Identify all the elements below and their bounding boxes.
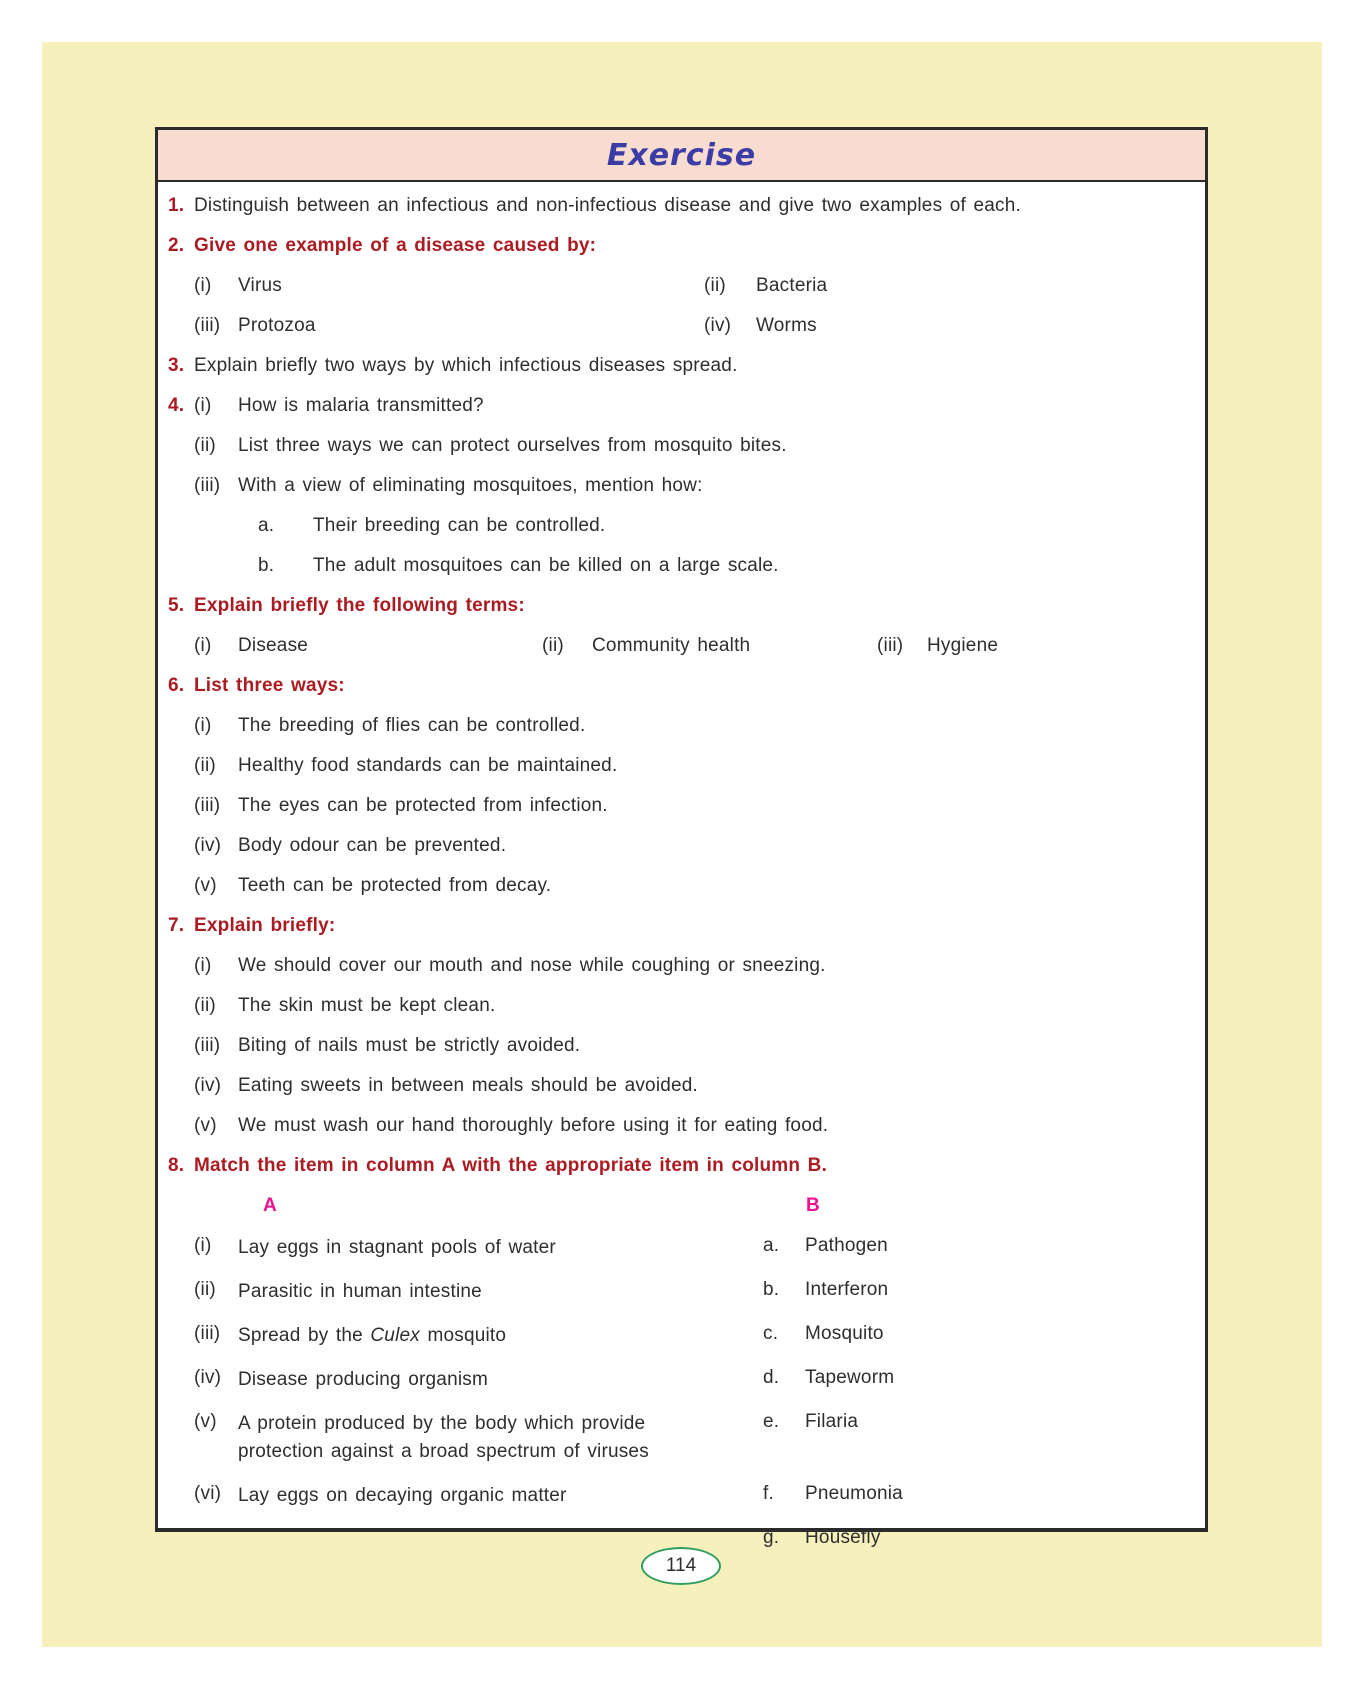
item-marker: (i) <box>194 635 212 656</box>
question-number: 8. <box>168 1155 185 1176</box>
question-6 <box>158 674 1187 698</box>
item-marker: (i) <box>194 1235 212 1256</box>
item-text: We must wash our hand thoroughly before using it for eating food. <box>238 1115 829 1136</box>
question-text: List three ways: <box>194 675 345 696</box>
question-5-items <box>158 634 1187 658</box>
question-number: 7. <box>168 915 185 936</box>
question-5 <box>158 594 1187 618</box>
match-b-text: Pathogen <box>805 1235 888 1256</box>
item-marker: (ii) <box>194 435 216 456</box>
question-number: 3. <box>168 355 185 376</box>
item-text: The skin must be kept clean. <box>238 995 496 1016</box>
item-text: Teeth can be protected from decay. <box>238 875 552 896</box>
column-b-label: B <box>806 1195 820 1216</box>
item-marker: (ii) <box>194 755 216 776</box>
match-b-text: Mosquito <box>805 1323 884 1344</box>
question-7-item <box>158 1034 1187 1058</box>
match-a-text-italic: Culex <box>370 1325 420 1346</box>
item-text: Worms <box>756 315 817 336</box>
item-marker: (ii) <box>542 635 564 656</box>
item-text: Biting of nails must be strictly avoided. <box>238 1035 581 1056</box>
item-text: Their breeding can be controlled. <box>313 515 606 536</box>
item-marker <box>194 1526 238 1550</box>
item-marker: (iii) <box>194 315 221 336</box>
question-8 <box>158 1154 1187 1178</box>
question-2 <box>158 234 1187 258</box>
question-7-item <box>158 954 1187 978</box>
match-letter: a. <box>763 1235 780 1256</box>
item-text: Healthy food standards can be maintained. <box>238 755 618 776</box>
match-row <box>158 1366 1187 1394</box>
match-letter: e. <box>763 1411 780 1432</box>
question-7-item <box>158 1114 1187 1138</box>
item-marker: (iv) <box>194 835 222 856</box>
question-text: Distinguish between an infectious and non-infectious disease and give two examples of each. <box>194 195 1021 216</box>
item-text: Body odour can be prevented. <box>238 835 507 856</box>
match-row <box>158 1322 1187 1350</box>
item-text: Virus <box>238 275 282 296</box>
item-marker: (v) <box>194 875 217 896</box>
item-marker: (ii) <box>194 995 216 1016</box>
item-text: With a view of eliminating mosquitoes, mention how: <box>238 475 703 496</box>
item-marker: (ii) <box>194 1279 216 1300</box>
item-marker: (iii) <box>877 635 904 656</box>
question-text: Match the item in column A with the appropriate item in column B. <box>194 1155 828 1176</box>
item-marker: a. <box>258 515 275 536</box>
question-text: Explain briefly two ways by which infectious diseases spread. <box>194 355 738 376</box>
question-6-item <box>158 714 1187 738</box>
question-7 <box>158 914 1187 938</box>
item-marker: (i) <box>194 275 212 296</box>
match-a-text <box>238 1322 678 1350</box>
question-text: Explain briefly: <box>194 915 336 936</box>
question-1 <box>158 194 1187 218</box>
question-text: Give one example of a disease caused by: <box>194 235 597 256</box>
item-text: How is malaria transmitted? <box>238 395 484 416</box>
item-text: Disease <box>238 635 309 656</box>
question-6-item <box>158 794 1187 818</box>
question-number: 6. <box>168 675 185 696</box>
item-marker: (v) <box>194 1115 217 1136</box>
match-b-text: Tapeworm <box>805 1367 895 1388</box>
match-a-text: Parasitic in human intestine <box>238 1281 482 1302</box>
item-marker: (iv) <box>194 1075 222 1096</box>
question-4-item-iii-a <box>158 514 1187 538</box>
item-text: Eating sweets in between meals should be avoided. <box>238 1075 699 1096</box>
match-a-text: A protein produced by the body which provide protection against a broad spectrum of viruses <box>238 1413 649 1462</box>
exercise-box <box>155 127 1208 1548</box>
match-b-text: Pneumonia <box>805 1483 903 1504</box>
item-marker: (i) <box>194 955 212 976</box>
item-marker: (iii) <box>194 795 221 816</box>
question-7-item <box>158 1074 1187 1098</box>
question-6-item <box>158 834 1187 858</box>
item-text: Hygiene <box>927 635 999 656</box>
question-3 <box>158 354 1187 378</box>
question-text: Explain briefly the following terms: <box>194 595 525 616</box>
item-marker: b. <box>258 555 275 576</box>
question-number: 1. <box>168 195 185 216</box>
exercise-header-band <box>158 130 1205 182</box>
match-letter: b. <box>763 1279 780 1300</box>
question-2-items-row-1 <box>158 274 1187 298</box>
match-a-text-pre: Spread by the <box>238 1325 371 1346</box>
item-text: Bacteria <box>756 275 828 296</box>
item-text: List three ways we can protect ourselves from mosquito bites. <box>238 435 787 456</box>
match-column-headers <box>158 1194 1187 1218</box>
item-marker: (iii) <box>194 1035 221 1056</box>
match-a-text: Disease producing organism <box>238 1369 488 1390</box>
item-marker: (ii) <box>704 275 726 296</box>
question-4-item-iii <box>158 474 1187 498</box>
item-text: The adult mosquitoes can be killed on a large scale. <box>313 555 779 576</box>
item-marker: (i) <box>194 395 212 416</box>
match-letter: f. <box>763 1483 774 1504</box>
item-text: The breeding of flies can be controlled. <box>238 715 586 736</box>
item-text: The eyes can be protected from infection. <box>238 795 608 816</box>
match-a-text <box>238 1526 678 1550</box>
match-letter: g. <box>763 1527 780 1548</box>
item-marker: (iii) <box>194 475 221 496</box>
question-6-item <box>158 754 1187 778</box>
match-row <box>158 1410 1187 1466</box>
match-letter: d. <box>763 1367 780 1388</box>
item-text: Community health <box>592 635 751 656</box>
match-b-text: Housefly <box>805 1527 881 1548</box>
question-number: 5. <box>168 595 185 616</box>
match-letter: c. <box>763 1323 779 1344</box>
question-number: 2. <box>168 235 185 256</box>
match-b-text: Interferon <box>805 1279 889 1300</box>
item-marker: (v) <box>194 1411 217 1432</box>
match-row <box>158 1482 1187 1510</box>
item-text: Protozoa <box>238 315 316 336</box>
match-a-text: Lay eggs in stagnant pools of water <box>238 1237 556 1258</box>
item-marker: (iv) <box>704 315 732 336</box>
question-4-item-iii-b <box>158 554 1187 578</box>
question-number: 4. <box>168 395 185 416</box>
page-number: 114 <box>665 1555 697 1576</box>
page-number-badge <box>641 1547 721 1585</box>
question-4 <box>158 394 1187 418</box>
column-a-label: A <box>263 1195 277 1216</box>
match-b-text: Filaria <box>805 1411 859 1432</box>
item-text: We should cover our mouth and nose while coughing or sneezing. <box>238 955 826 976</box>
question-7-item <box>158 994 1187 1018</box>
match-a-text: Lay eggs on decaying organic matter <box>238 1485 567 1506</box>
item-marker: (vi) <box>194 1483 222 1504</box>
item-marker: (i) <box>194 715 212 736</box>
item-marker: (iv) <box>194 1367 222 1388</box>
match-row <box>158 1234 1187 1262</box>
exercise-title: Exercise <box>606 137 757 173</box>
match-a-text-post: mosquito <box>419 1325 507 1346</box>
question-6-item <box>158 874 1187 898</box>
question-2-items-row-2 <box>158 314 1187 338</box>
question-4-item-ii <box>158 434 1187 458</box>
exercise-body <box>158 182 1205 1550</box>
item-marker: (iii) <box>194 1323 221 1344</box>
match-row <box>158 1278 1187 1306</box>
